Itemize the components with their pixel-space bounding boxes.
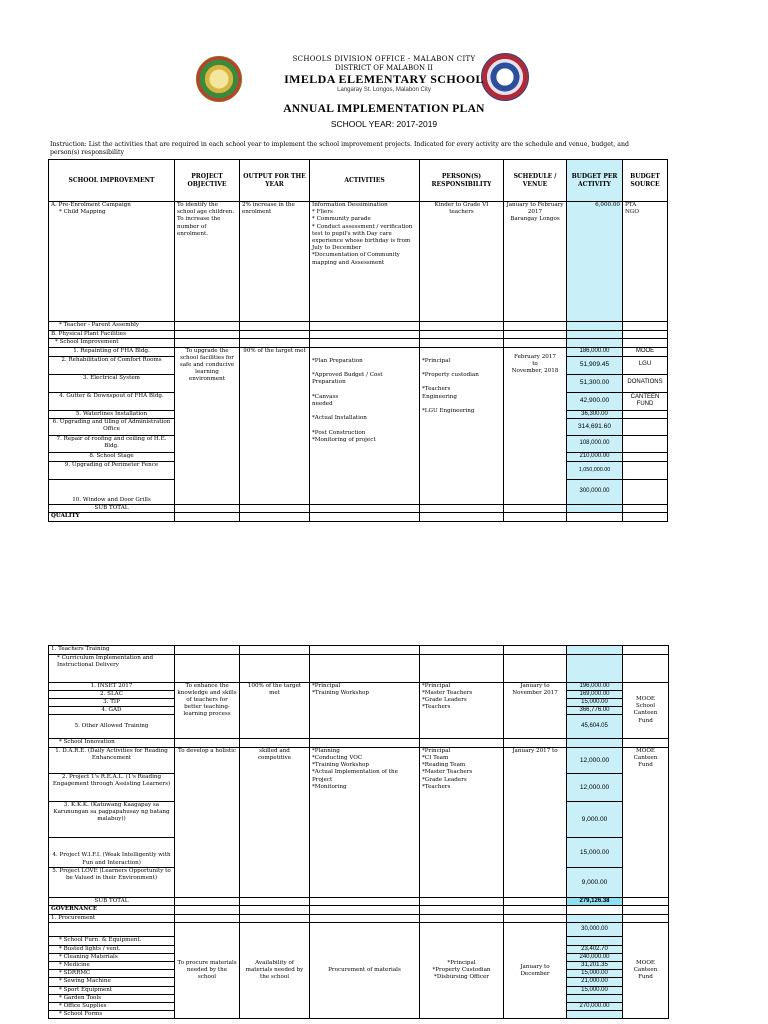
source-cell: MOOE Canteen Fund xyxy=(623,747,669,897)
item-label: 1. D.A.R.E. (Daily Activities for Reading Enhancement xyxy=(49,747,175,773)
table-row xyxy=(49,747,669,773)
responsibility-cell: *Principal *Property custodian *Teachers Engineering *LGU Engineering xyxy=(420,347,504,504)
source-cell: MOOE School Canteen Fund xyxy=(623,682,669,739)
responsibility-cell: *Principal *Property Custodian *Disbursing Officer xyxy=(420,923,504,1019)
item-label: * School Furn. & Equipment. xyxy=(49,937,175,945)
col-school-improvement: SCHOOL IMPROVEMENT xyxy=(49,160,175,202)
item-label: 4. Project W.I.F.I. (Weak Intelligently with Fun and Interaction) xyxy=(49,837,175,867)
amount-cell: 15,000.00 xyxy=(567,986,623,994)
item-label xyxy=(49,923,175,937)
item-label: 2. SLAC xyxy=(49,690,175,698)
subtotal-amount: 279,126.38 xyxy=(567,897,623,906)
amount-cell: 31,201.35 xyxy=(567,961,623,969)
pre-enrolment-label: A. Pre-Enrolment Campaign xyxy=(51,202,131,208)
amount-cell: 36,300.00 xyxy=(567,410,623,418)
item-label: 7. Repair of roofing and ceiling of H.E. Bldg. xyxy=(49,435,175,452)
table-row xyxy=(49,682,669,690)
amount-cell: 314,691.60 xyxy=(567,418,623,435)
objective-cell: To enhance the knowledge and skills of teachers for better teaching-learning process xyxy=(175,682,240,739)
section-label: GOVERNANCE xyxy=(49,906,175,915)
output-cell: 2% increase in the enrolment xyxy=(240,202,310,322)
school-name: IMELDA ELEMENTARY SCHOOL xyxy=(284,72,484,86)
row-label: * Curriculum Implementation and Instructional Delivery xyxy=(49,654,175,682)
activities-cell: Procurement of materials xyxy=(310,923,420,1019)
amount-cell: 366,776.00 xyxy=(567,707,623,715)
division-office: SCHOOLS DIVISION OFFICE - MALABON CITY xyxy=(292,55,476,63)
amount-cell: 15,000.00 xyxy=(567,698,623,706)
amount-cell: 300,000.00 xyxy=(567,479,623,504)
amount-cell xyxy=(567,994,623,1002)
amount-cell: 1,050,000.00 xyxy=(567,461,623,479)
objective-cell: To upgrade the school facilities for safe and conducive learning environment xyxy=(175,347,240,504)
item-label: 8. School Stage xyxy=(49,452,175,461)
amount-cell: 51,909.45 xyxy=(567,356,623,374)
item-label: 3. K.K.K. (Katuwang Kaagapay sa Karunungan sa pagpapahusay ng batang malabuy)) xyxy=(49,801,175,837)
col-project-objective: PROJECT OBJECTIVE xyxy=(175,160,240,202)
table-row xyxy=(49,347,668,356)
table-row xyxy=(49,646,669,655)
table-row xyxy=(49,504,668,513)
plan-table-training xyxy=(48,645,669,1019)
output-cell: Availability of materials needed by the school xyxy=(240,923,310,1019)
table-row xyxy=(49,339,668,348)
amount-cell: 9,000.00 xyxy=(567,801,623,837)
document-header xyxy=(0,0,768,135)
table-row xyxy=(49,739,669,748)
schedule-cell: January to December xyxy=(504,923,567,1019)
source-cell: CANTEEN FUND xyxy=(623,392,668,410)
item-label: 4. GAD xyxy=(49,707,175,715)
table-row xyxy=(49,202,668,322)
row-label: 1. Procurement xyxy=(49,914,175,923)
amount-cell: 169,000.00 xyxy=(567,690,623,698)
table-row xyxy=(49,906,669,915)
responsibility-cell: Kinder to Grade VI teachers xyxy=(420,202,504,322)
row-label: * School Innovation xyxy=(49,739,175,748)
amount-cell: 270,000.00 xyxy=(567,1002,623,1010)
table-row xyxy=(49,654,669,682)
plan-table-physical xyxy=(48,159,668,522)
table-row xyxy=(49,923,669,937)
item-label: 5. Other Allowed Training xyxy=(49,715,175,739)
amount-cell: 30,000.00 xyxy=(567,923,623,937)
item-label: * Garden Tools xyxy=(49,994,175,1002)
schedule-cell: January to February 2017 Barangay Longos xyxy=(504,202,567,322)
source-cell: LGU xyxy=(623,356,668,374)
table-row xyxy=(49,513,668,522)
table-row xyxy=(49,330,668,339)
amount-cell: 186,000.00 xyxy=(567,347,623,356)
amount-cell: 9,000.00 xyxy=(567,867,623,897)
objective-cell: To identify the school age children. To increase the number of enrolment. xyxy=(175,202,240,322)
item-label: 3. TIP xyxy=(49,698,175,706)
item-label: 1. INSET 2017 xyxy=(49,682,175,690)
item-label: * Sport Equipment xyxy=(49,986,175,994)
table-row xyxy=(49,897,669,906)
item-label: * Office Supplies xyxy=(49,1002,175,1010)
item-label: 3. Electrical System xyxy=(49,374,175,392)
source-cell: MOOE Canteen Fund xyxy=(623,923,669,1019)
col-budget: BUDGET PER ACTIVITY xyxy=(567,160,623,202)
schedule-cell: February 2017 to November, 2018 xyxy=(504,347,567,504)
amount-cell: 51,300.00 xyxy=(567,374,623,392)
schedule-cell: January to November 2017 xyxy=(504,682,567,739)
col-output: OUTPUT FOR THE YEAR xyxy=(240,160,310,202)
responsibility-cell: *Principal *Master Teachers *Grade Leaders *Teachers xyxy=(420,682,504,739)
amount-cell: 12,000.00 xyxy=(567,773,623,801)
school-year: SCHOOL YEAR: 2017-2019 xyxy=(330,119,438,129)
plan-title: ANNUAL IMPLEMENTATION PLAN xyxy=(283,103,485,115)
amount-cell: 42,900.00 xyxy=(567,392,623,410)
item-label: 1. Repainting of FHA Bldg. xyxy=(49,347,175,356)
school-address: Langaray St. Longos, Malabon City xyxy=(337,87,431,93)
subtotal-label: SUB TOTAL xyxy=(49,504,175,513)
amount-cell: 21,000.00 xyxy=(567,978,623,986)
amount-cell: 12,000.00 xyxy=(567,747,623,773)
section-label: QUALITY xyxy=(49,513,175,522)
source-cell: PTA NGO xyxy=(623,202,668,322)
child-mapping-label: * Child Mapping xyxy=(59,209,106,216)
amount-cell: 108,000.00 xyxy=(567,435,623,452)
row-label: * School Improvement xyxy=(49,339,175,348)
objective-cell: To develop a holistic xyxy=(175,747,240,897)
col-responsibility: PERSON(S) RESPONSIBILITY xyxy=(420,160,504,202)
item-label: * Sewing Machine xyxy=(49,978,175,986)
district: DISTRICT OF MALABON II xyxy=(335,64,433,72)
item-label: * Cleaning Materials xyxy=(49,953,175,961)
activities-cell: *Plan Preparation *Approved Budget / Cost Preparation *Canvass needed *Actual Installation *Post Construction *Monitoring of project xyxy=(310,347,420,504)
activities-cell: *Planning *Conducting VOC *Training Workshop *Actual Implementation of the Project *Monitoring xyxy=(310,747,420,897)
amount-cell: 45,604.05 xyxy=(567,715,623,739)
item-label: * Busted lights / vent. xyxy=(49,945,175,953)
table-row xyxy=(49,322,668,331)
item-label: * SDRRMC xyxy=(49,970,175,978)
col-source: BUDGET SOURCE xyxy=(623,160,668,202)
col-schedule: SCHEDULE / VENUE xyxy=(504,160,567,202)
source-cell: DONATIONS xyxy=(623,374,668,392)
item-label: * Medicine xyxy=(49,961,175,969)
amount-cell: 210,000.00 xyxy=(567,452,623,461)
source-cell: MOOE xyxy=(623,347,668,356)
row-label: B. Physical Plant Facilities xyxy=(49,330,175,339)
activities-cell: *Principal *Training Workshop xyxy=(310,682,420,739)
responsibility-cell: *Principal *CI Team *Reading Team *Master Teachers *Grade Leaders *Teachers xyxy=(420,747,504,897)
amount-cell: 15,000.00 xyxy=(567,837,623,867)
item-label: 4. Gutter & Downspout of FHA Bldg. xyxy=(49,392,175,410)
row-label: 1. Teachers Training xyxy=(49,646,175,655)
item-label: 5. Waterlines Installation xyxy=(49,410,175,418)
item-label: 2. Rehabilitation of Comfort Rooms xyxy=(49,356,175,374)
item-label: 10. Window and Door Grills xyxy=(49,479,175,504)
row-label: * Teacher - Parent Assembly xyxy=(49,322,175,331)
output-cell: skilled and competitive xyxy=(240,747,310,897)
col-activities: ACTIVITIES xyxy=(310,160,420,202)
table-row xyxy=(49,914,669,923)
item-label: * School Forms xyxy=(49,1011,175,1019)
output-cell: 90% of the target met xyxy=(240,347,310,504)
amount-cell: 23,402.70 xyxy=(567,945,623,953)
amount-cell xyxy=(567,1011,623,1019)
item-label: 5. Project LOVE (Learners Opportunity to be Valued in their Environment) xyxy=(49,867,175,897)
instruction-text: Instruction: List the activities that are required in each school year to implement the school improvement projects. Indicated for every activity are the schedule and venue, budget, and person(s) responsibility xyxy=(50,141,629,156)
schedule-cell: January 2017 to xyxy=(504,747,567,897)
budget-cell: 6,000.00 xyxy=(567,202,623,322)
amount-cell xyxy=(567,937,623,945)
activities-cell: Information Dessimination * Fliers * Community parade * Conduct assessment / verification test to pupil's with Day care experience whose birthday is from July to December *Documentation of Community mapping and Assessment xyxy=(310,202,420,322)
output-cell: 100% of the target met xyxy=(240,682,310,739)
item-label: 2. Project 1's R.E.A.L. (1's Reading Engagement through Assisting Learners) xyxy=(49,773,175,801)
amount-cell: 196,000.00 xyxy=(567,682,623,690)
amount-cell: 15,000.00 xyxy=(567,970,623,978)
subtotal-label: SUB TOTAL xyxy=(49,897,175,906)
objective-cell: To procure materials needed by the school xyxy=(175,923,240,1019)
amount-cell: 240,000.00 xyxy=(567,953,623,961)
item-label: 9. Upgrading of Perimeter Fence xyxy=(49,461,175,479)
item-label: 6. Upgrading and tiling of Administration Office xyxy=(49,418,175,435)
